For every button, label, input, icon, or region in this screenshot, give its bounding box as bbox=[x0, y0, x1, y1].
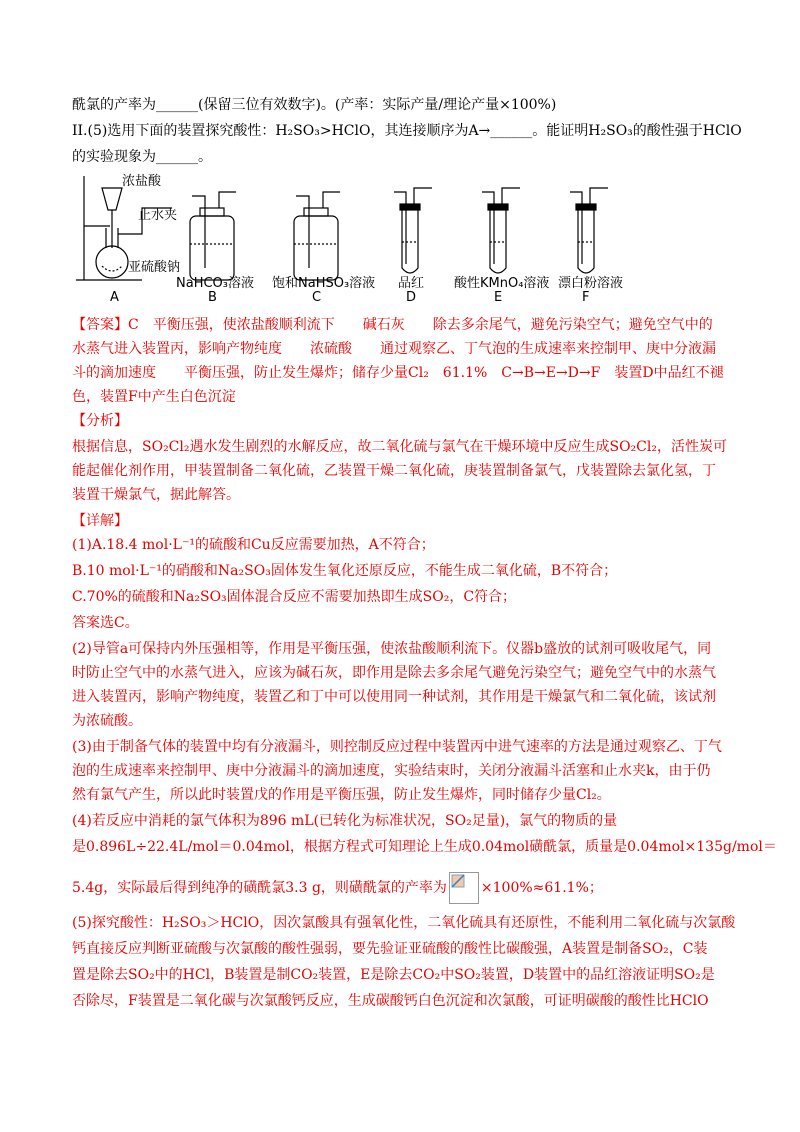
detail-p3c: 然有氯气产生，所以此时装置戊的作用是平衡压强，防止发生爆炸，同时储存少量Cl₂。 bbox=[72, 787, 611, 803]
bottle-b bbox=[190, 192, 236, 280]
label-tube-f: 漂白粉溶液 bbox=[558, 276, 624, 291]
answer-line-3: 斗的滴加速度 平衡压强，防止发生爆炸；储存少量Cl₂ 61.1% C→B→E→D→F 装置D中品红不褪 bbox=[72, 365, 724, 381]
question-line-2: II.(5)选用下面的装置探究酸性：H₂SO₃>HClO，其连接顺序为A→______。能证明H₂SO₃的酸性强于HClO bbox=[72, 123, 742, 139]
bottle-c bbox=[294, 192, 340, 280]
label-bottle-b: NaHCO₃溶液 bbox=[176, 276, 254, 291]
answer-line-4: 色，装置F中产生白色沉淀 bbox=[72, 389, 236, 405]
analysis-header: 【分析】 bbox=[72, 413, 128, 429]
analysis-line-3: 装置干燥氯气，据此解答。 bbox=[72, 487, 240, 503]
letter-a: A bbox=[110, 290, 119, 305]
answer-line-2: 水蒸气进入装置丙，影响产物纯度 浓硫酸 通过观察乙、丁气泡的生成速率来控制甲、庚中分液漏 bbox=[72, 341, 716, 357]
formula-image-icon bbox=[449, 872, 479, 904]
detail-p2a: (2)导管a可保持内外压强相等，作用是平衡压强，使浓盐酸顺利流下。仪器b盛放的试剂可吸收尾气，同 bbox=[72, 641, 712, 657]
detail-p5c: 置是除去SO₂中的HCl，B装置是制CO₂装置，E是除去CO₂中SO₂装置，D装置中的品红溶液证明SO₂是 bbox=[72, 967, 715, 983]
label-bottle-c: 饱和NaHSO₃溶液 bbox=[272, 276, 376, 291]
label-sodium-sulfite: 亚硫酸钠 bbox=[128, 260, 181, 275]
detail-p3b: 泡的生成速率来控制甲、庚中分液漏斗的滴加速度，实验结束时，关闭分液漏斗活塞和止水夹k，由于仍 bbox=[72, 763, 711, 779]
question-line-1: 酰氯的产率为______(保留三位有效数字)。(产率：实际产量/理论产量×100%) bbox=[72, 97, 557, 113]
detail-p2d: 为浓硫酸。 bbox=[72, 713, 142, 729]
letter-b: B bbox=[208, 290, 217, 305]
detail-p3a: (3)由于制备气体的装置中均有分液漏斗，则控制反应过程中装置丙中进气速率的方法是通过观察乙、丁气 bbox=[72, 739, 722, 755]
label-tube-d: 品红 bbox=[398, 276, 425, 291]
analysis-line-2: 能起催化剂作用，甲装置制备二氧化硫，乙装置干燥二氧化硫，庚装置制备氯气，戊装置除去氯化氢，丁 bbox=[72, 463, 716, 479]
detail-p1a: (1)A.18.4 mol·L⁻¹的硫酸和Cu反应需要加热，A不符合； bbox=[72, 537, 435, 553]
tube-e bbox=[482, 188, 520, 273]
detail-p5a: (5)探究酸性：H₂SO₃＞HClO，因次氯酸具有强氧化性，二氧化硫具有还原性，不能利用二氧化硫与次氯酸 bbox=[72, 915, 736, 931]
answer-line-1: 【答案】C 平衡压强，使浓盐酸顺利流下 碱石灰 除去多余尾气，避免污染空气；避免空气中的 bbox=[72, 317, 713, 333]
apparatus-figure bbox=[72, 168, 672, 310]
question-line-3: 的实验现象为______。 bbox=[72, 149, 212, 165]
letter-c: C bbox=[312, 290, 322, 305]
detail-p2b: 时防止空气中的水蒸气进入，应该为碱石灰，即作用是除去多余尾气避免污染空气；避免空气中的水蒸气 bbox=[72, 665, 716, 681]
detail-p5b: 钙直接反应判断亚硫酸与次氯酸的酸性强弱，要先验证亚硫酸的酸性比碳酸强，A装置是制备SO₂，C装 bbox=[72, 941, 708, 957]
detail-p1d: 答案选C。 bbox=[72, 615, 139, 631]
analysis-line-1: 根据信息，SO₂Cl₂遇水发生剧烈的水解反应，故二氧化硫与氯气在干燥环境中反应生成SO₂Cl₂，活性炭可 bbox=[72, 439, 727, 455]
detail-p4a: (4)若反应中消耗的氯气体积为896 mL(已转化为标准状况，SO₂足量)，氯气的物质的量 bbox=[72, 813, 618, 829]
tube-f bbox=[570, 188, 608, 273]
label-stop-clamp: 止水夹 bbox=[138, 208, 178, 223]
detail-p4c-part1: 5.4g，实际最后得到纯净的磺酰氯3.3 g，则磺酰氯的产率为 bbox=[72, 880, 447, 896]
tube-d bbox=[394, 188, 432, 273]
letter-d: D bbox=[406, 290, 417, 305]
label-conc-hcl: 浓盐酸 bbox=[122, 174, 162, 189]
detail-p1b: B.10 mol·L⁻¹的硝酸和Na₂SO₃固体发生氧化还原反应，不能生成二氧化硫，B不符合； bbox=[72, 563, 618, 579]
label-tube-e: 酸性KMnO₄溶液 bbox=[454, 276, 550, 291]
detail-p4b: 是0.896L÷22.4L/mol＝0.04mol，根据方程式可知理论上生成0.04mol磺酰氯，质量是0.04mol×135g/mol＝ bbox=[72, 839, 777, 855]
detail-p5d: 否除尽，F装置是二氧化碳与次氯酸钙反应，生成碳酸钙白色沉淀和次氯酸，可证明碳酸的酸性比HClO bbox=[72, 993, 709, 1009]
detail-p2c: 进入装置丙，影响产物纯度，装置乙和丁中可以使用同一种试剂，其作用是干燥氯气和二氧化硫，该试剂 bbox=[72, 689, 716, 705]
detail-p4c bbox=[72, 872, 740, 904]
detail-p1c: C.70%的硫酸和Na₂SO₃固体混合反应不需要加热即生成SO₂，C符合； bbox=[72, 589, 517, 605]
detail-p4c-part2: ×100%≈61.1%； bbox=[480, 880, 603, 896]
letter-f: F bbox=[582, 290, 590, 305]
letter-e: E bbox=[494, 290, 503, 305]
detail-header: 【详解】 bbox=[72, 513, 128, 529]
